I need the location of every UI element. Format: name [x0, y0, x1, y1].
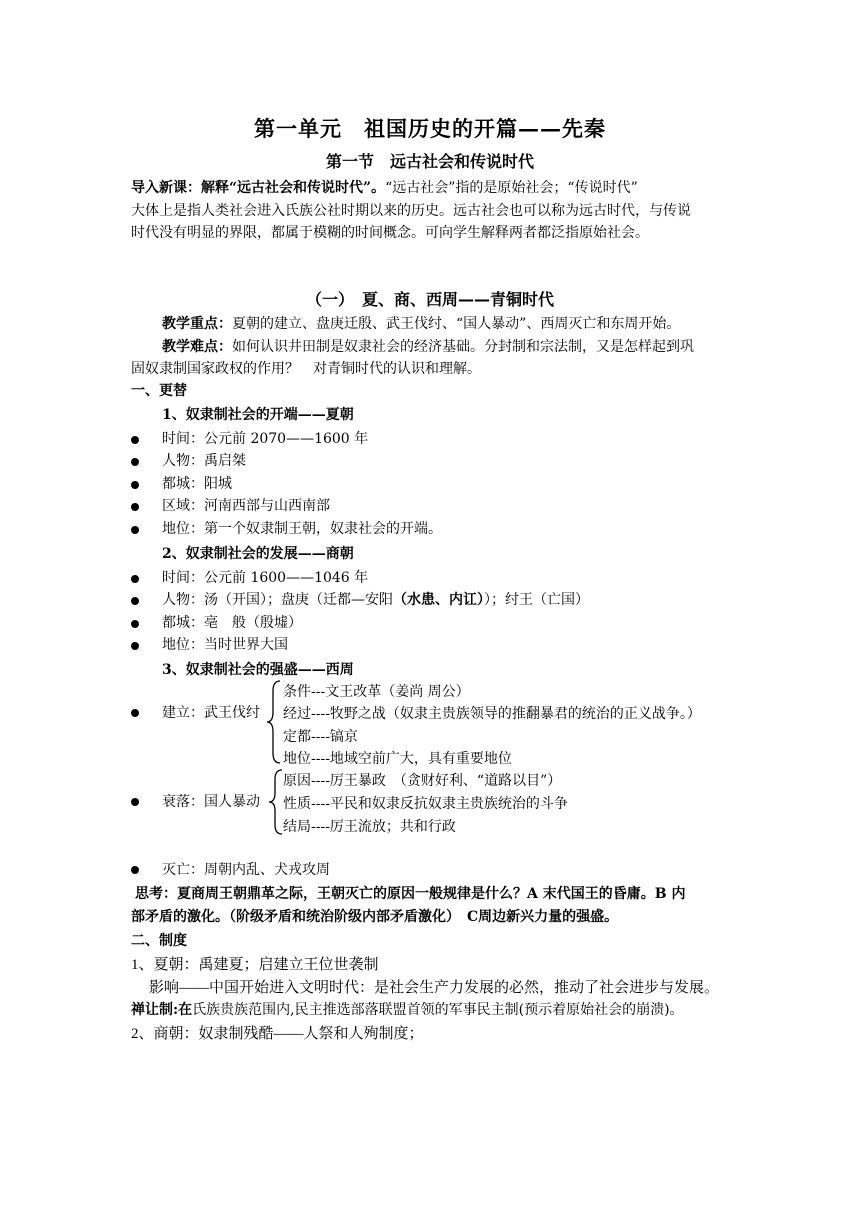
thinking-line-2: 部矛盾的激化。（阶级矛盾和统治阶级内部矛盾激化） C周边新兴力量的强盛。 [131, 909, 619, 925]
bullet-icon [131, 575, 139, 583]
bullet-icon [131, 642, 139, 650]
shang-item: 时间：公元前 1600——1046 年 [162, 570, 369, 586]
zhou-decline-item: 结局----厉王流放；共和行政 [283, 819, 456, 835]
shang-item: 地位：当时世界大国 [162, 637, 288, 653]
zhou-fall: 灭亡：周朝内乱、犬戎攻周 [162, 862, 330, 878]
xia-item: 都城：阳城 [162, 476, 232, 492]
bullet-icon [131, 866, 139, 874]
shang-item-people [162, 589, 589, 609]
intro-line-1 [131, 177, 638, 197]
zhou-decline-label: 衰落：国人暴动 [162, 794, 260, 810]
bullet-icon [131, 798, 139, 806]
zhou-establish-item: 地位----地域空前广大，具有重要地位 [283, 751, 512, 767]
intro-line-3: 时代没有明显的界限，都属于模糊的时间概念。可向学生解释两者都泛指原始社会。 [131, 225, 649, 241]
shang-people-c: ）；纣王（亡国） [484, 592, 589, 608]
brace-icon [266, 679, 282, 765]
shang-item: 都城：亳 般（殷墟） [162, 615, 302, 631]
section-title: 第一节 远古社会和传说时代 [325, 152, 534, 171]
difficulties-line-2: 固奴隶制国家政权的作用？ 对青铜时代的认识和理解。 [131, 361, 481, 377]
difficulties-line-1 [162, 336, 694, 356]
part-title: （一） 夏、商、西周——青铜时代 [305, 290, 554, 309]
page-title: 第一单元 祖国历史的开篇——先秦 [254, 116, 606, 141]
bullet-icon [131, 620, 139, 628]
intro-text-1: “远古社会”指的是原始社会；“传说时代” [385, 180, 638, 196]
intro-line-2: 大体上是指人类社会进入氏族公社时期以来的历史。远古社会也可以称为远古时代，与传说 [131, 203, 691, 219]
xia-item: 人物：禹启桀 [162, 453, 246, 469]
shang-title: 2、奴隶制社会的发展——商朝 [162, 546, 354, 562]
key-points [162, 313, 680, 333]
bullet-icon [131, 481, 139, 489]
bullet-icon [131, 436, 139, 444]
shang-people-b: （水患、内讧） [393, 592, 484, 608]
zhou-decline-item: 性质----平民和奴隶反抗奴隶主贵族统治的斗争 [283, 796, 568, 812]
brace-icon [268, 768, 284, 836]
zhou-establish-item: 经过----牧野之战（奴隶主贵族领导的推翻暴君的统治的正义战争。） [283, 706, 701, 722]
zhou-establish-item: 定都----镐京 [283, 729, 358, 745]
bullet-icon [131, 709, 139, 717]
zhou-establish-label: 建立：武王伐纣 [162, 705, 260, 721]
key-points-text: 夏朝的建立、盘庚迁殷、武王伐纣、“国人暴动”、西周灭亡和东周开始。 [232, 316, 681, 332]
zhou-establish-item: 条件---文王改革（姜尚 周公） [283, 684, 470, 700]
zhou-title: 3、奴隶制社会的强盛——西周 [162, 662, 354, 678]
difficulties-label: 教学难点： [162, 339, 232, 355]
system-impact: 影响——中国开始进入文明时代：是社会生产力发展的必然，推动了社会进步与发展。 [149, 980, 720, 996]
heading-system: 二、制度 [131, 933, 187, 949]
difficulties-text-1: 如何认识井田制是奴隶社会的经济基础。分封制和宗法制，又是怎样起到巩 [232, 339, 694, 355]
xia-item: 地位：第一个奴隶制王朝，奴隶社会的开端。 [162, 521, 442, 537]
bullet-icon [131, 503, 139, 511]
key-points-label: 教学重点： [162, 316, 232, 332]
xia-title: 1、奴隶制社会的开端——夏朝 [162, 407, 354, 423]
system-xia: 1、夏朝：禹建夏；启建立王位世袭制 [131, 957, 379, 973]
system-shanrang [131, 999, 684, 1019]
intro-label: 导入新课：解释“远古社会和传说时代”。 [131, 180, 386, 196]
thinking-line-1: 思考：夏商周王朝鼎革之际，王朝灭亡的原因一般规律是什么？A 末代国王的昏庸。B 内 [135, 886, 686, 902]
bullet-icon [131, 526, 139, 534]
zhou-decline-item: 原因----厉王暴政 （贪财好利、“道路以目”） [283, 773, 562, 789]
system-shang: 2、商朝：奴隶制残酷——人祭和人殉制度； [131, 1026, 424, 1042]
bullet-icon [131, 597, 139, 605]
shang-people-a: 人物：汤（开国）；盘庚（迁都—安阳 [162, 592, 393, 608]
shanrang-text: 氏族贵族范围内,民主推选部落联盟首领的军事民主制(预示着原始社会的崩溃)。 [192, 1002, 684, 1018]
xia-item: 时间：公元前 2070——1600 年 [162, 431, 369, 447]
xia-item: 区域：河南西部与山西南部 [162, 498, 330, 514]
bullet-icon [131, 458, 139, 466]
heading-replacement: 一、更替 [131, 383, 187, 399]
shanrang-label: 禅让制:在 [131, 1002, 193, 1018]
